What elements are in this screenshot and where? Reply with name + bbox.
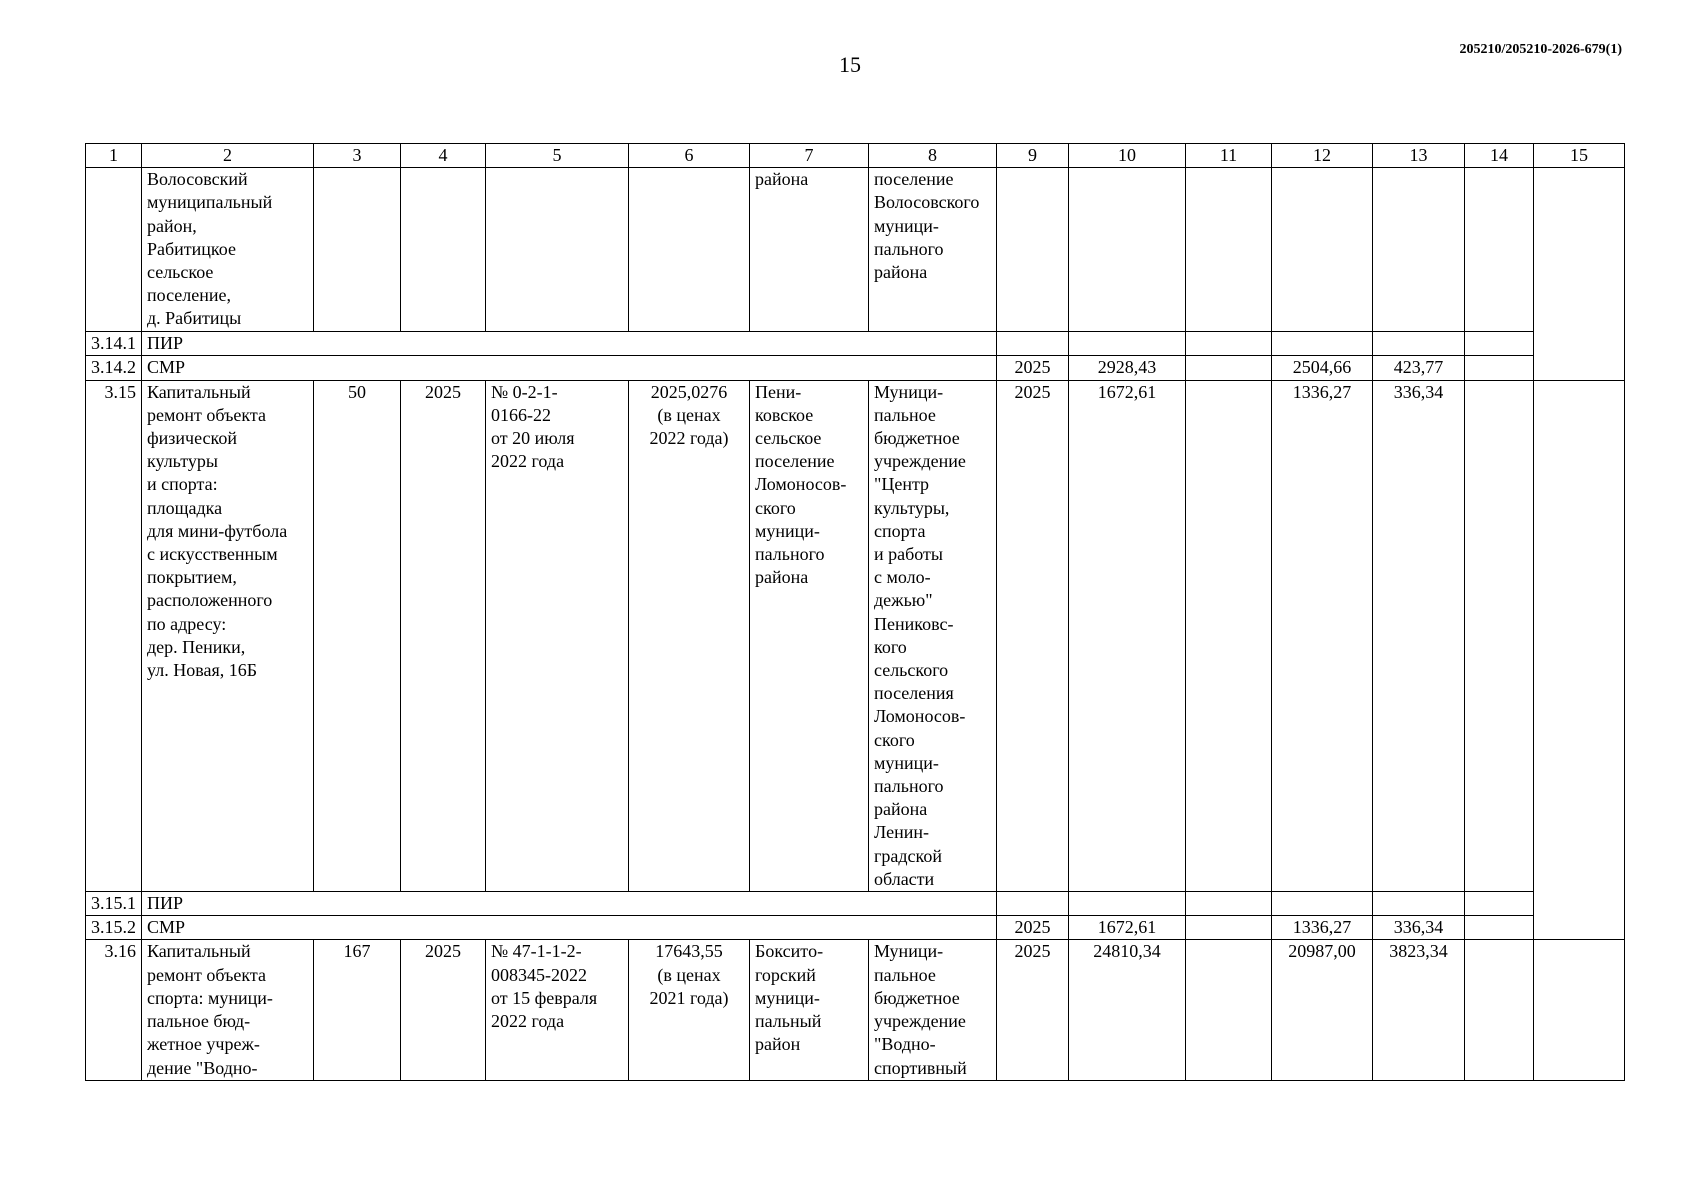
municipality: района: [750, 168, 869, 332]
table-cell: [314, 168, 401, 332]
year-cell: 2025: [401, 380, 486, 891]
header-cell: 6: [629, 144, 750, 168]
total-cell: 2928,43: [1069, 356, 1186, 380]
object-name: Волосовский муниципальный район, Рабитицкое сельское поселение, д. Рабитицы: [142, 168, 314, 332]
table-cell: [1373, 168, 1465, 332]
cost-cell: 2025,0276 (в ценах 2022 года): [629, 380, 750, 891]
local-cell: 3823,34: [1373, 940, 1465, 1080]
table-cell: [1272, 168, 1373, 332]
header-cell: 10: [1069, 144, 1186, 168]
total-cell: 1672,61: [1069, 380, 1186, 891]
header-cell: 15: [1534, 144, 1625, 168]
document-code: 205210/205210-2026-679(1): [1459, 42, 1622, 57]
customer: Муници- пальное бюджетное учреждение "Центр культуры, спорта и работы с моло- дежью" Пениковс- кого сельского поселения Ломоносов- ского муници- пального района Ленин- градской области: [869, 380, 997, 891]
customer: поселение Волосовского муници- пального района: [869, 168, 997, 332]
municipality: Пени- ковское сельское поселение Ломоносов- ского муници- пального района: [750, 380, 869, 891]
local-cell: 336,34: [1373, 380, 1465, 891]
total-cell: 1672,61: [1069, 916, 1186, 940]
table-cell: [1272, 892, 1373, 916]
table-cell: [401, 168, 486, 332]
table-row: [86, 168, 1625, 332]
table-cell: [1186, 892, 1272, 916]
table-row: [86, 356, 1625, 380]
table-cell: [1534, 940, 1625, 1080]
table-header-row: [86, 144, 1625, 168]
table-cell: [1069, 168, 1186, 332]
regional-cell: 1336,27: [1272, 380, 1373, 891]
header-cell: 2: [142, 144, 314, 168]
table-cell: [1534, 380, 1625, 940]
row-number: 3.14.2: [86, 356, 142, 380]
regional-cell: 20987,00: [1272, 940, 1373, 1080]
year-cell: 2025: [997, 940, 1069, 1080]
table-cell: [997, 168, 1069, 332]
table-cell: [1186, 940, 1272, 1080]
table-cell: [629, 168, 750, 332]
table-cell: [997, 892, 1069, 916]
table-cell: [1069, 892, 1186, 916]
page-number: 15: [839, 52, 861, 77]
budget-table: [85, 143, 1625, 1081]
year-cell: 2025: [997, 356, 1069, 380]
regional-cell: 1336,27: [1272, 916, 1373, 940]
table-cell: [1186, 380, 1272, 891]
year-cell: 2025: [997, 380, 1069, 891]
local-cell: 336,34: [1373, 916, 1465, 940]
expertise-cell: № 0-2-1- 0166-22 от 20 июля 2022 года: [486, 380, 629, 891]
object-name: Капитальный ремонт объекта физической культуры и спорта: площадка для мини-футбола с искусственным покрытием, расположенного по адресу: дер. Пеники, ул. Новая, 16Б: [142, 380, 314, 891]
table-row: [86, 892, 1625, 916]
municipality: Бокситo- горский муници- пальный район: [750, 940, 869, 1080]
capacity-cell: 167: [314, 940, 401, 1080]
stage-label: ПИР: [142, 332, 997, 356]
table-cell: [1373, 332, 1465, 356]
table-cell: [1534, 168, 1625, 380]
customer: Муници- пальное бюджетное учреждение "Водно- спортивный: [869, 940, 997, 1080]
row-number: 3.16: [86, 940, 142, 1080]
expertise-cell: № 47-1-1-2- 008345-2022 от 15 февраля 2022 года: [486, 940, 629, 1080]
capacity-cell: 50: [314, 380, 401, 891]
table-cell: [1069, 332, 1186, 356]
header-cell: 12: [1272, 144, 1373, 168]
table-row: [86, 916, 1625, 940]
row-number: 3.15.1: [86, 892, 142, 916]
regional-cell: 2504,66: [1272, 356, 1373, 380]
header-cell: 14: [1465, 144, 1534, 168]
stage-label: СМР: [142, 916, 997, 940]
table-row: [86, 380, 1625, 891]
table-cell: [1465, 380, 1534, 891]
table-cell: [1465, 940, 1534, 1080]
table-cell: [1186, 916, 1272, 940]
header-cell: 8: [869, 144, 997, 168]
table-cell: [1186, 332, 1272, 356]
table-cell: [1465, 916, 1534, 940]
header-cell: 13: [1373, 144, 1465, 168]
table-cell: [1465, 168, 1534, 332]
header-cell: 5: [486, 144, 629, 168]
local-cell: 423,77: [1373, 356, 1465, 380]
table-cell: [1373, 892, 1465, 916]
table-cell: [1186, 356, 1272, 380]
row-number: 3.14.1: [86, 332, 142, 356]
table-cell: [1465, 892, 1534, 916]
year-cell: 2025: [997, 916, 1069, 940]
header-cell: 4: [401, 144, 486, 168]
object-name: Капитальный ремонт объекта спорта: муници- пальное бюд- жетное учреж- дение "Водно-: [142, 940, 314, 1080]
table-cell: [1465, 332, 1534, 356]
year-cell: 2025: [401, 940, 486, 1080]
stage-label: ПИР: [142, 892, 997, 916]
total-cell: 24810,34: [1069, 940, 1186, 1080]
header-cell: 11: [1186, 144, 1272, 168]
header-cell: 7: [750, 144, 869, 168]
table-cell: [997, 332, 1069, 356]
stage-label: СМР: [142, 356, 997, 380]
table-row: [86, 332, 1625, 356]
table-row: [86, 940, 1625, 1080]
table-cell: [486, 168, 629, 332]
row-number: 3.15: [86, 380, 142, 891]
header-cell: 3: [314, 144, 401, 168]
header-cell: 9: [997, 144, 1069, 168]
cost-cell: 17643,55 (в ценах 2021 года): [629, 940, 750, 1080]
table-cell: [1186, 168, 1272, 332]
table-cell: [1465, 356, 1534, 380]
table-cell: [86, 168, 142, 332]
row-number: 3.15.2: [86, 916, 142, 940]
table-cell: [1272, 332, 1373, 356]
header-cell: 1: [86, 144, 142, 168]
